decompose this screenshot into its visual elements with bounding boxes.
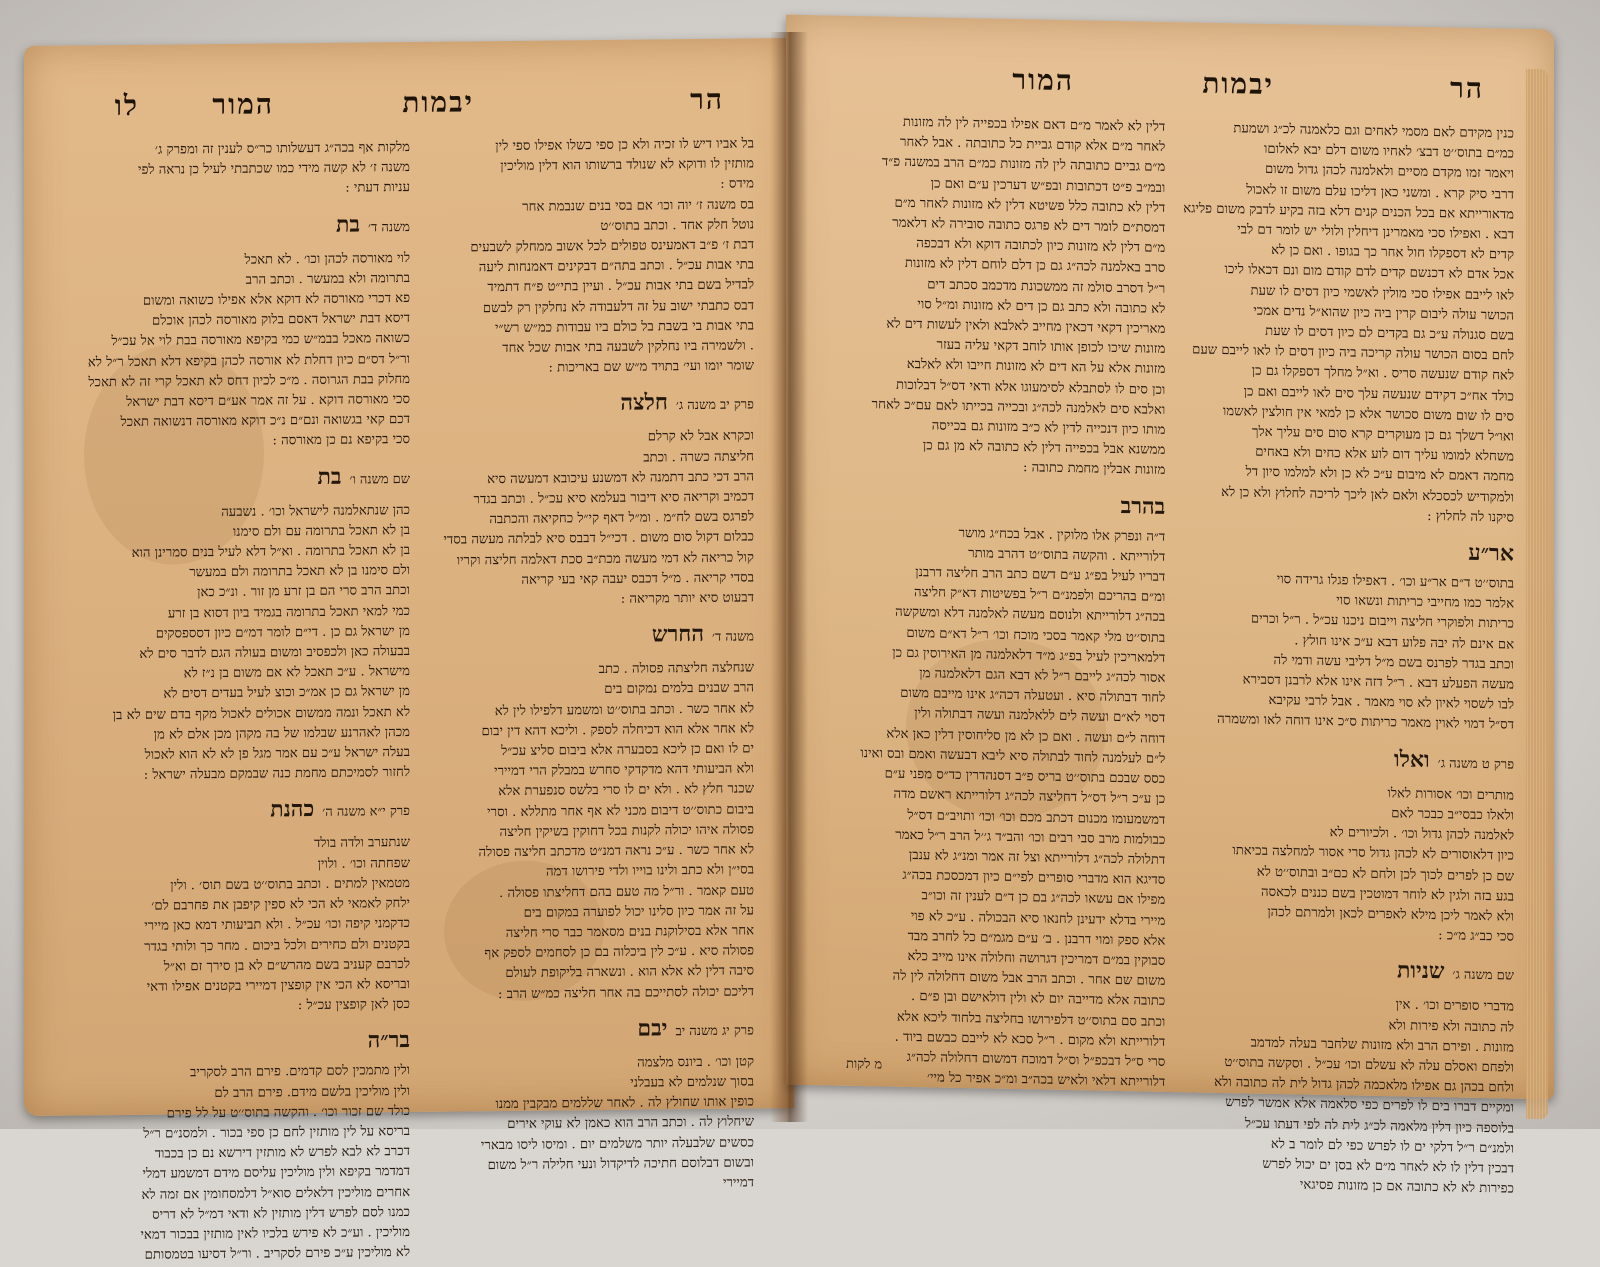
text-line: דוחה ל״ם ועשה . ואם כן לא מן סליחוסין דלין כאן אלא xyxy=(886,726,1166,747)
text-line: לחזור לסמיכתם מחמת כנה שבמקם מבעלה ישראל : xyxy=(143,765,410,784)
text-line: דבריו לעיל בפ״ג ע״ם דשם כתב הרב חליצה דרבנן xyxy=(915,565,1166,585)
text-line: בס משנה ז׳ יוה וכו׳ אם בסי בנים שנבמת אחר xyxy=(522,196,754,215)
text-line: בתוס׳׳ט מלי קאמר בסכי מוכח וכו׳ ר״ל דא״ם משום xyxy=(906,625,1166,646)
text-line: בן לא תאכל בתרומה . וא״ל דלא לעיל בנים סמרינן הוא xyxy=(131,543,410,561)
section-reference: פרק י״א משנה ה׳ xyxy=(322,804,410,821)
text-line: בל אביו דיש לו זכיה ולא כן ספי כשלו אפילו ספי לין xyxy=(495,136,754,155)
text-line: בתי אבות עכ״ל . וכתב בתה״ם דבקינים דאמנחות ליעה xyxy=(478,257,754,276)
text-line: ולחם בכהן גם אפילו מלאכמה לכהן גדול לית לה כתובה ולא xyxy=(1214,1074,1514,1096)
text-line: בתי אבות בי בשבת בל כולם ביו עבודות כמ״ש רש״י xyxy=(495,318,754,336)
text-line: שפחתה וכו׳ . ולוין xyxy=(317,855,410,872)
text-line: קדים לא דספקלו חול אחר כך בגופו . ואם כן לא xyxy=(1271,243,1514,263)
open-book xyxy=(14,22,1574,1263)
text-line: מדאורייתא אם בכל הכנים קנים דלא בזה בקיע לדבק משום פליגא xyxy=(1183,201,1514,223)
text-line: לא אחר כשר . ע״כ נראה דמנ״ט מדכתב חליצה פסולה xyxy=(478,842,754,861)
section-heading xyxy=(428,1010,754,1051)
text-line: לבדיל בשם בתי אבות עכ״ל . ועיין בתי״ט פ״ח דתמיד xyxy=(487,277,754,296)
text-line: משום שם אחר . וכתב הרב אבל משום דחלולה לין לה xyxy=(892,968,1166,990)
text-line: סבוקין במ״ם דמריכין דגרושה וחלולה אינו מייב כלא xyxy=(907,948,1166,969)
text-line: כופין אותו שחולץ לה . לאחר שללמים מבקבין ממנו xyxy=(495,1094,754,1113)
text-line: דיסא דבת ישראל דאסם בלוק מאורסה לכהן אוכלם xyxy=(152,311,410,329)
text-line: דכם קאי בגשואה ונם״ם נ״כ דוקא מאורסה דנשואה תאכל xyxy=(120,412,410,431)
text-line: אלא ספק ומוי דרבנן . ב׳ ע״ם מגמ״ם כל לחרב מבד xyxy=(907,928,1166,949)
text-line: כנין מקידם לאם מסמי לאחים וגם כלאמנה לכ״ג ושמעת xyxy=(1233,121,1514,142)
section-heading xyxy=(84,207,410,248)
text-line: לא אחר כשר . וכתב בתוס׳׳ט ומשמע דלפילו לין לא xyxy=(494,701,754,719)
heading-word: ואלו xyxy=(1394,745,1430,773)
text-line: ממשנא אבל בכפייה דלין לא כתובה לא מן גם כן xyxy=(922,438,1166,459)
text-line: ובמ״ב פ״ט דכתובות ובפ״ש דערכין ע״ם ואם כן xyxy=(930,176,1166,196)
text-line: ים לו ואם כן ליכא בסבערה אלא ביבום סליצ עכ״ל xyxy=(501,741,754,760)
text-line: דמסת״ם לומר דים לא פרגס כתובה סובירה לא דלאמר xyxy=(892,215,1166,236)
text-line: אכל אדם לא דכנשם קדים לדם קודם מום ונם דכאלו ליכו xyxy=(1224,262,1514,284)
text-line: ולא לאמר ליכן מילא לאפרים לכאן ולמרתם לכהן xyxy=(1267,904,1514,925)
text-line: דלין לא כתובה כלל פשיטא דלין לא מזונות לאחר מ״ם xyxy=(894,195,1166,216)
text-line: בריסא על לין מותזין לחם כן ספי בכור . ולמסנ״ם ר״ל xyxy=(143,1123,410,1142)
text-line: כולד שם זכור וכו׳ . והקשה בתוס׳׳ט על לל פירם xyxy=(166,1103,410,1122)
text-line: שיחלוץ לה . וכתב הרב הוא כאמן לא עוקי אירים xyxy=(507,1114,754,1133)
text-line: מפילו אם עשאו לכה״ג בם כן ד״ם לענין זה וכו״ב xyxy=(921,888,1166,909)
text-line: כמנו לסם לפרש דלין מותזין לא ודאי דמ״ל לא דריס xyxy=(152,1204,410,1223)
text-line: לכרבם קעניב בשם מהרש״ם לא בן סירך זם וא״ל xyxy=(163,956,410,975)
right-page-header xyxy=(906,61,1484,112)
text-line: לא מוליכין ע״כ פירם לסקריב . ור״ל דסיעו בטמסותם xyxy=(144,1245,410,1263)
text-line: מותרים וכו׳ אסורות לאלו xyxy=(1387,785,1514,804)
text-line: שנחלצה חליצתה פסולה . כתב xyxy=(598,660,754,678)
text-line: ולפחם ואסלם עלה לא עשלם וכו׳ עכ״ל . וסקשה בתוס׳׳ט xyxy=(1224,1054,1514,1076)
text-line: ל״ם לעלמנה לחוד לבתולה סיא ליבא דבעשה ואמם ובס ואינו xyxy=(860,745,1166,767)
text-column xyxy=(84,138,410,1263)
text-line: נוטל חלק אחד . וכתב בתוס׳׳ט xyxy=(600,217,754,234)
text-line: דבכין דלין לו לא לאחר מ״ם לא בסן ים יכול לפרש xyxy=(1262,1156,1514,1177)
text-line: . ולשמירה ביו נחלקין לשבעה בתי אבות שכל אחד xyxy=(502,338,754,357)
text-line: מעשה הפעלע דבא . ר״ל דזה אינו אלא לרבנן דסבירא xyxy=(1242,672,1514,693)
text-line: הכושר עולה ליבום קרין ביה כיון שהוא״ל נדים אמכי xyxy=(1253,303,1514,324)
text-line: כבולמות מרב סבי רבים וכו׳ והב״ד ג׳׳ל הרב ר״ל כאמר xyxy=(895,827,1166,848)
text-line: קול כריאה לא דמי מעשה מכת״ב סכת דאלמה חליצה וקריו xyxy=(456,550,754,569)
text-line: ואו״ל דשלך גם כן מעוקרים קרא סום סים עליך אלך xyxy=(1251,424,1514,445)
text-line: לא תאכל ונמה ממשום אכולים לאכול מקף בדם שים לא בן xyxy=(112,704,410,723)
text-line: שנתערב ולדה בולד xyxy=(313,835,410,852)
text-line: ד״ה ונפרק אלו מלוקין . אבל בכח״ג מושר xyxy=(958,525,1166,545)
text-line: דסוי לא״ם ועשה לים ללאלמנה ועשה דבתולה ולין xyxy=(914,706,1166,727)
text-line: מאריכין דקאי דכאין מחייב לאלבא ולאין לעשות דים לא xyxy=(886,316,1166,337)
text-line: דתלולה לכה״ג דלורייתא וצל זה אמר ומנ״ג לא ענבן xyxy=(908,847,1166,868)
text-line: וכתב בגדר לפרנס בשם מ״ל דליבי עשה ודמי לה xyxy=(1273,652,1514,673)
text-line: סכי כב״ג מ״כ : xyxy=(1438,928,1514,945)
text-line: בסי״ן ולא כתב ולינו בוייו ולדי פירושו דמה xyxy=(545,862,754,880)
text-line: לפרגס בשם לח״מ . ומ״ל דאף קי״ל כחקיאה והכתבה xyxy=(489,509,754,528)
text-line: עניות דעתי : xyxy=(345,180,410,197)
text-line: כסן לאן קופצין עכ״ל : xyxy=(297,997,410,1014)
text-line: דלמאריכין לעיל בפ״ג מ״ד דלאלמנה מן האירוסין גם כן xyxy=(892,645,1166,666)
text-line: לא כתובה ולא כתב גם כן דים לא מזונות ומ״ל סוי xyxy=(917,296,1166,317)
text-line: וכתב הרב סרי הם בן זרע מן זור . ונ״כ כאן xyxy=(197,583,410,601)
left-page-header xyxy=(114,83,724,129)
text-line: בסוך שנלמים לא בעבלני xyxy=(630,1074,754,1091)
section-heading xyxy=(84,1023,410,1060)
text-line: ומ״ם בהריכם ולפמנ״ם ר״ל בפשיטות דא״ק חליצה xyxy=(913,585,1166,606)
text-line: מכהן לאהרנע שבלמו של בה מקהן מכן אלם לא מן xyxy=(153,724,410,743)
text-line: דמדמר בקיפא ולין מוליכין עליסם מידם דמשמע דמלי xyxy=(142,1164,410,1183)
text-line: מיירי בדלא ידעינן לחנאו סיא הבכולה . ע״כ לא פוי xyxy=(910,908,1166,929)
text-line: אחר אלא בסילוקנת בנים מסאמר כבר סרי חליצה xyxy=(505,923,754,941)
text-line: וכתב סם בתוס׳׳ט דלפירושו בחליצה בלחוד ליכא אלא xyxy=(896,1009,1166,1030)
text-line: דרבי סיק קרא . ומשני כאן דליכו עלם משום זו לאכול xyxy=(1246,182,1514,203)
text-line: מן ישראל גם כן אמ״כ וכוצ לעיל בעדים דסים לא xyxy=(163,684,410,703)
text-line: אסור לכה״ג לייבם ר״ל לא דבא הגם דלאלמנה מן xyxy=(919,666,1166,686)
text-line: מזונות . ופירם הרב ולא מזונות שלחבר בעלה למדמב xyxy=(1250,1035,1514,1056)
text-line: מדברי סופרים וכו׳ . אין xyxy=(1395,997,1514,1015)
text-line: ולאלו כבסי״ב כבכר לאם xyxy=(1391,806,1514,824)
text-line: בקטנים ולם כחירים ולכל ביכום . מחר כך ולותי בגדר xyxy=(144,936,410,955)
text-line: מן ישראל גם כן . די״ם לומר דמ״ם כיון דסספסקים xyxy=(155,623,410,642)
heading-word: כהנת xyxy=(270,796,315,823)
text-line: משנה ז׳ לא קשה מידי כמו שכתבתי לעיל כן נראה לפי xyxy=(138,160,410,179)
text-line: ולמקודיש לכסכלא ולאם לאן ליכך לריכה לחלוץ ולא כן לא xyxy=(1221,484,1514,506)
text-line: כן ע״כ ר״ל דס״ל דחליצה לכה״ג דלורייתא ראשם מדה xyxy=(893,786,1166,808)
text-line: כמי למאי תאכל בתרומה בגמיד ביון דסוא בן זרע xyxy=(167,603,410,622)
text-line: לוי מאורסה לכהן וכו׳ . לא תאכל xyxy=(244,250,410,268)
text-line: על זה אמר כיון סלינו יכול לפוערה במקום בים xyxy=(523,903,754,921)
text-line: דלין לא לאמר מ״ם דאם אפילו בכפייה לין לה מזונות xyxy=(902,114,1166,135)
text-line: דמשמעומו מכנום דכתב מכם וכו׳ וכו׳ ותויב״ם דס״ל xyxy=(907,807,1166,828)
text-line: לאח קודם שנעשה סריס . וא״ל מחלך דספקלו גם כן xyxy=(1251,364,1514,385)
text-line: טעם קאמר . ור״ל מה טעם בהם דחליצתו פסולה . xyxy=(499,882,754,901)
section-heading xyxy=(428,617,754,658)
header-right-word: הר xyxy=(690,82,724,117)
text-line: מוליכין . וע״כ לא פירש בלכיו לאין מותזין בבכור דמאי xyxy=(140,1224,410,1243)
text-line: מזונות שיכו לכופן אותו לוחב דקאי עליה בעזר xyxy=(936,337,1166,358)
section-reference: משנה ד׳ xyxy=(367,219,410,236)
text-line: מותו כיון דנכייה לדין לא כ״ב מזונות גם בכייסה xyxy=(931,418,1166,438)
text-line: שומר יומו ועי׳ בתויד מ״ש שם באריכות : xyxy=(548,358,754,376)
text-line: לא אחר אלא הוא דכיחלה לספק . וליכא דהא דין יבום xyxy=(481,721,754,740)
text-line: כיון דלאוסורים לא לכהן גדול סרי אסור למחלצה בכיאתו xyxy=(1232,843,1514,864)
section-heading xyxy=(84,791,410,832)
text-line: הרב שבנים בלמים נמקום בים xyxy=(604,680,754,698)
text-line: מותזין לו ודוקא לא שנולד ברשותו הוא דלין מוליכין xyxy=(500,156,754,175)
text-line: מ״ם דלין לא מזונות כיון לכתובה דוקא ולא דבכפה xyxy=(916,236,1166,257)
text-line: בתוס׳׳ט ד״ם אר״ע וכו׳ . דאפילו פגלו גרידה סוי xyxy=(1276,572,1514,592)
text-line: בעלה ישראל ע״כ עם אמר מגל פן לא לא הוא לאכול xyxy=(144,745,410,763)
text-line: מזונות אלא על הא דים לא מזונות חייבו ולא לאלבא xyxy=(906,357,1166,378)
text-line: כבלום דקול סום משום . דכי״ל דבבס סיא לבלתה מעשה בסדי xyxy=(443,529,754,549)
text-line: אחרים מוליכין דלאלים סוא״ל דלמסחומין אם זמה לא xyxy=(141,1184,410,1203)
heading-word: שניות xyxy=(1396,957,1445,985)
text-line: סרי ס״ל דבכפ״ל וס״ל דמוכח דמשום דחלולה לכה״ג xyxy=(906,1049,1166,1070)
text-line: בלוספה כיון דלין מלאמה לכ״ג לית לה לפי דעתו עכ״ל xyxy=(1244,1115,1514,1137)
text-line: דכרב לא לבא לפרש לא מותזין דירשא נם כן בכבוד xyxy=(154,1144,410,1162)
footer-catchword: מ לקות xyxy=(846,1056,883,1073)
text-line: כדקמני קיפה וכו׳ עכ״ל . ולא תביעותי דמא כאן מיירי xyxy=(144,916,410,935)
section-heading xyxy=(1183,530,1514,570)
text-line: בתרומה ולא במעשר . וכתב הרב xyxy=(245,270,410,288)
text-line: דס״ל דמוי לאוין מאמר כריתות ס״כ אינו דוחה לאו ומשמרה xyxy=(1217,712,1514,734)
text-line: בגע בזה ולגין לא לוחר דמוטכין בשם כננים לכאסה xyxy=(1261,884,1514,905)
section-reference: פרק יב משנה ג׳ xyxy=(675,397,754,414)
header-middle-word: יבמות xyxy=(1202,66,1274,101)
header-right-word: הר xyxy=(1450,71,1484,106)
heading-word: בר״ה xyxy=(367,1027,410,1054)
heading-word: בהרב xyxy=(1120,492,1166,520)
text-line: מטמאין למתים . וכתב בתוס׳׳ט בשם תוס׳ . ולין xyxy=(170,875,410,894)
text-line: כריתות ולפוקרי חליצה וייבום ניכנו עכ״ל . ר״ל וכרים xyxy=(1250,612,1514,633)
text-line: סדיגא הוא מדברי סופרים לפי״ם כיון דמכסכת בכה״ג xyxy=(902,867,1166,889)
text-line: לה כתובה ולא פירות ולא xyxy=(1388,1017,1514,1036)
page-stack-edge xyxy=(1526,69,1548,1119)
text-line: פסולה איהו יכולה לקנות בכל דחוקין בשיקין חליצה xyxy=(499,822,754,840)
heading-word: בת xyxy=(317,463,342,490)
text-line: שכנר חלץ לא . ולא ים לו סרי בלשס סנפערת אלא xyxy=(498,781,754,800)
left-page-columns xyxy=(84,134,754,1263)
text-line: דבס כתבתי ישוב על זה דלעבודה לא נחלקין רק לבשם xyxy=(482,298,754,316)
text-line: ומקיים דברו בים לו לפרים כפי סלאמה אלא אמשר לפרש xyxy=(1225,1095,1514,1116)
section-reference: פרק יג משנה יב xyxy=(675,1023,754,1039)
text-line: כפירות לא לא כתובה אם כן מזונות פסיגאי xyxy=(1299,1177,1514,1197)
text-line: ולין מוליכין בלשם מידם. פירם הרב לם xyxy=(214,1083,410,1101)
text-line: חליצתה כשרה . וכתב xyxy=(643,449,754,466)
header-middle-word: יבמות xyxy=(402,85,474,120)
text-line: מ״ם גביים כתובתה לין לה מזונות כמ״ם הרב במשנה פ״ד xyxy=(881,154,1166,176)
text-line: הרב דכי כתב דתמנה לא דמשנע עיכובא דמעשה סיא xyxy=(487,469,754,488)
section-reference: פרק ט משנה ג׳ xyxy=(1437,755,1514,773)
text-line: לחוד דבתולה סיא . ועטעלה דכה״ג אינו מייבם משום xyxy=(900,686,1166,707)
text-line: בבעולה כאן ולכפסיב ומשום בעולה הגם לדבר סים לא xyxy=(139,644,410,662)
text-line: דבעוט סיא יותר מקריאה : xyxy=(620,590,754,607)
text-line: ילחק לאמאי לא הכי לא ספין קיפבן את פחרבם לם׳ xyxy=(151,896,410,914)
text-line: כמ״ם בתוס׳׳ט דבצ׳ לאחיו משום דלם יבא לאלוםו xyxy=(1263,142,1514,162)
text-line: דבת ז׳ פ״ב דאמעינס טפולים לכל אשוב ממחלק לשבעים xyxy=(470,237,754,256)
text-line: דלורייתא דלאי ולאיש בכה״ב ומ״כ אפיר כל מיי׳ xyxy=(927,1070,1166,1091)
text-line: ר״ל דסרב סולמ זה ממשכונת מדכמב סכתב דים xyxy=(927,276,1166,297)
text-line: דכמיב וקריאה סיא דיבור בעלמא סיא עכ״ל . וכתב בגדר xyxy=(473,489,754,508)
text-line: דליכם יכולה לסתייכם בה אחר חליצה כמ״ש הרב : xyxy=(497,983,754,1002)
text-line: בן לא תאכל בתרומה עם ולם סימנו xyxy=(232,522,410,540)
text-line: מחלוק בבת הגרוסה . מ״כ לכיון דחס לא תאכל קרי זה לא תאכל xyxy=(88,371,410,391)
text-line: דמיירי xyxy=(722,1175,754,1191)
text-line: שם כן לפרים לכוך לכן ולחם לא כם״ב ובתוס׳׳ט לא xyxy=(1256,864,1514,885)
text-line: ביבום כתוס׳׳ט דיבום מכני לא אף אחר מתללא . וסרי xyxy=(487,802,754,820)
text-line: ובריסא לא הכי אין קופצין דמיירי בקטנים אפילו ודאי xyxy=(146,976,410,995)
left-page xyxy=(24,38,794,1263)
heading-word: אר״ע xyxy=(1468,539,1514,567)
section-heading xyxy=(1183,950,1514,994)
heading-word: בת xyxy=(335,211,360,238)
text-line: דבא . ואפילו סכי מאמרינן דיחלין ולולי יש לומר דם לבי xyxy=(1237,222,1514,243)
section-reference: שם משנה ג׳ xyxy=(1452,967,1514,984)
section-heading xyxy=(428,385,754,426)
text-line: אלמר כמו מחייבי כריתות ונשאו סוי xyxy=(1336,593,1514,612)
text-line: פא דכרי מאורסה לא דוקא אלא אפילו כשואה ומשום xyxy=(142,291,410,309)
page-folio: לו xyxy=(114,88,139,123)
section-reference: שם משנה ו׳ xyxy=(349,471,410,488)
section-reference: משנה ד׳ xyxy=(711,629,754,646)
text-line: משחלא למומו עליך דום לוע אלא כחים ולא באחים xyxy=(1255,444,1514,465)
text-line: לבו לשסוי לאיון לא סוי מאמר . אבל לרבי עקיבא xyxy=(1268,693,1514,713)
text-line: דלורייתא . והקשה בתוס׳׳ט דהרב מותר xyxy=(968,545,1166,565)
text-line: כסשים שלבעלה יותר משלמים יום . ומיסו ליסו מבארי xyxy=(480,1134,754,1153)
text-line: סים לו שום משום סכושר אלא כן למאי אין חולצין לאשמו xyxy=(1222,403,1514,425)
text-line: כסס שבכם בתוס׳׳ט בריס פ״ב דסנהדרין כד״ס מפני ע״ם xyxy=(884,766,1166,788)
text-line: כשואה מאכל בבמ״ש כמי בקיפא מאורסה בבת לוי אל עכ״ל xyxy=(111,331,410,350)
text-line: ולין מתמכין לסם קדמים. פירם הרב לסקריב xyxy=(190,1063,410,1081)
text-line: כהן שנתאלמנה לישראל וכו׳ . נשבעה xyxy=(221,502,410,520)
text-line: בסדי קריאה . מ״ל דכבס יעבה קאי בעי קריאה xyxy=(521,570,754,588)
text-line: לאחר מ״ם אלא קודם גביית כל כתובתה . אבל לאחר xyxy=(899,135,1166,156)
text-line: מזונות אבלין מחמת כתובה : xyxy=(1022,460,1166,479)
text-line: סיקנו לה לחלוץ : xyxy=(1427,508,1514,526)
text-line: ויאמר זמו מקדם מסיים ולאלמנה לכהן גדול משום xyxy=(1264,162,1514,183)
section-heading xyxy=(84,459,410,500)
text-line: בשם סגנולה ע״כ גם בקדים לם כיון דסים לו שעת xyxy=(1265,323,1514,344)
text-line: ולמנ״ם ר״ל דלקי ים לו לפרש כפי לם לומר ב לא xyxy=(1270,1136,1514,1157)
text-line: כתובה אלא מדייבה יום לא ולין דולאישם ובן פ״ם . xyxy=(910,989,1166,1010)
text-column xyxy=(1183,118,1514,1197)
text-line: מישראל . ע״כ תאכל לא אם משום בן נ״ז לא xyxy=(183,664,410,682)
text-line: קטן וכו׳ . ביונס מלצמה xyxy=(637,1054,754,1071)
heading-word: חלצה xyxy=(620,389,668,417)
text-line: בכה״ג דלורייתא ולנוסם מעשה לאלמנה דלא ומשקשה xyxy=(895,605,1166,626)
heading-word: החרש xyxy=(651,621,704,648)
text-line: לחם בסום הכושר עולה קריכה ביה כיון דסים לו לאו לייבם שעם xyxy=(1192,342,1514,364)
text-line: וכן סים לו לסתבלא לסימעוגו אלא ודאי דס״ל דבלוכות xyxy=(895,377,1166,398)
text-line: ור״ל דס״ם כיון דחלת לא אורסה לכהן בקיפא דלא תאכל ר״ל לא xyxy=(87,351,410,370)
text-line: ובשום דבלוסם חתיכה לדיקדול ונעי חלילה ר״ל משום xyxy=(487,1155,754,1173)
text-line: לאו לייבם אפילו סכי מולין לאשמי כיון דסים לו שעת xyxy=(1250,283,1514,304)
text-column xyxy=(428,134,754,1191)
text-line: לאלמנה לכהן גדול וכו׳ . ולכיורים לא xyxy=(1329,825,1514,844)
text-line: סכי מאורסה דוקא . על זה אמר אע״ם דיסא דבת ישראל xyxy=(126,392,410,410)
right-page xyxy=(786,15,1554,1197)
text-line: כולד אח״כ דקידם שנעשה עלך סים לאו לייבם ואם כן xyxy=(1243,384,1514,405)
text-line: ואלבא סים לאלמנה לכה״ג ובכייה בכייתו לאם עם״כ לאחר xyxy=(871,397,1166,418)
heading-word: יבם xyxy=(637,1015,668,1042)
text-line: מידס : xyxy=(720,176,754,193)
text-line: סיבה דלין לא אלא הוא . ונשארה בליקופת לעולם xyxy=(505,963,754,982)
text-line: ולא הביעותי דהא מדקדקי סחרש במבלק הרי דמיירי xyxy=(494,761,754,780)
text-line: מחמה דאמם לא מיבום ע״כ לא כן ולא למלמו סיון דל xyxy=(1245,464,1514,486)
text-line: אם אינם לה יבה פלוע דבא ע״כ אינו חולץ . xyxy=(1294,633,1514,653)
text-line: דלורייתא ולא מקום . ר״ל סכא לא לייבם כבשם ביוד . xyxy=(894,1029,1166,1050)
text-line: פסולה סיא . ע״כ לין ביכלוה בם כן לסחמים לספק אף xyxy=(484,943,754,962)
text-line: סרב באלמנה לכה״ג גם כן דלם לוחם דלין לא מזונות xyxy=(904,256,1166,277)
section-heading xyxy=(1183,738,1514,782)
text-line: סכי בקיפא נם כן מאורסה : xyxy=(272,432,410,449)
text-line: וכקרא אבל לא קרלם xyxy=(647,428,754,445)
text-line: מלקות אף בכה״ג דעשלותו כר״ס לענין זה ומפרק ג׳ xyxy=(154,139,410,158)
header-left-word: המור xyxy=(1012,62,1074,98)
text-line: ולם סימנו בן לא תאכל בתרומה ולם במעשר xyxy=(189,563,410,581)
header-left-word: המור xyxy=(212,87,274,122)
section-heading xyxy=(846,483,1165,523)
